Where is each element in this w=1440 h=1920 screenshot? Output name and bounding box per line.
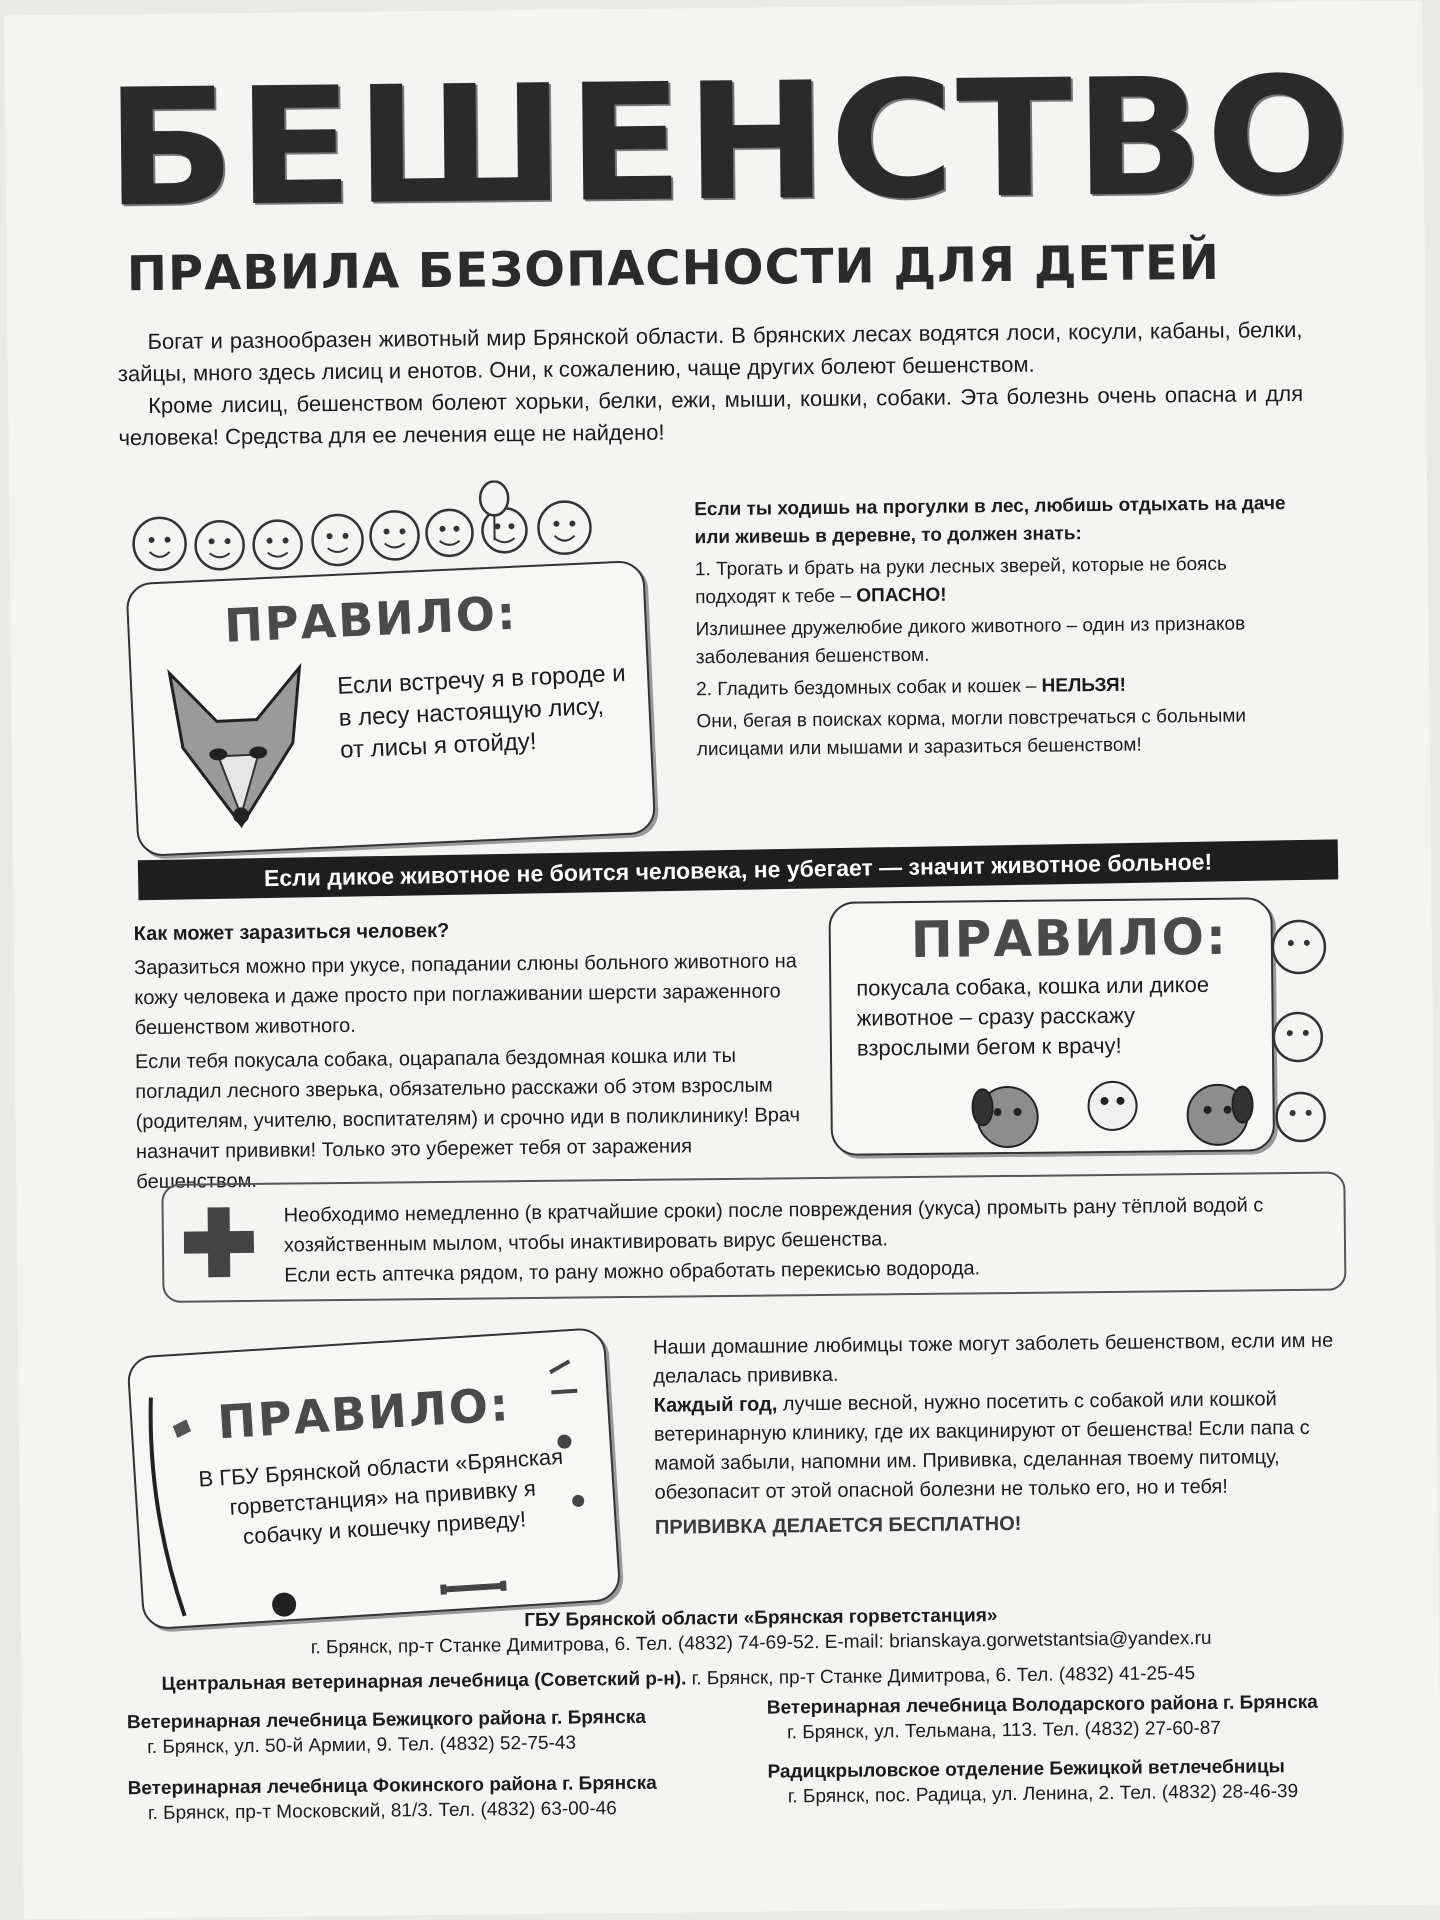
contact-bezhitsa-address: г. Брянск, ул. 50-й Армии, 9. Тел. (4832) 52-75-43 <box>147 1732 577 1759</box>
contact-fokino <box>128 1770 748 1826</box>
leaflet-subtitle: ПРАВИЛА БЕЗОПАСНОСТИ ДЛЯ ДЕТЕЙ <box>126 234 1221 303</box>
forest-item-2-text: 2. Гладить бездомных собак и кошек – <box>696 675 1037 701</box>
first-aid-text <box>283 1190 1324 1291</box>
contact-main-address: г. Брянск, пр-т Станке Димитрова, 6. Тел. (4832) 74-69-52. E-mail: brianskaya.gorwetstantsia@yandex.ru <box>310 1627 1212 1659</box>
rule-heading: ПРАВИЛО: <box>223 585 519 653</box>
pets-paragraph-2 <box>654 1384 1355 1507</box>
contact-bezhitsa <box>127 1704 747 1760</box>
rule-text: Если встречу я в городе и в лесу настоящую лису, от лисы я отойду! <box>336 659 627 764</box>
forest-item-1-emphasis: ОПАСНО! <box>856 584 947 607</box>
contact-bezhitsa-org: Ветеринарная лечебница Бежицкого района г. Брянска <box>126 1706 646 1734</box>
contact-volodarsky-org: Ветеринарная лечебница Володарского района г. Брянска <box>766 1691 1318 1719</box>
contact-main-org: ГБУ Брянской области «Брянская горветстанция» <box>524 1605 998 1632</box>
rule-heading: ПРАВИЛО: <box>910 907 1229 970</box>
pets-paragraph-2-text: лучше весной, нужно посетить с собакой или кошкой ветеринарную клинику, где их вакцинируют от бешенства! Если папа с мамой забыли, напомни им. Прививка, сделанная твоему питомцу, обезопасит от этой опасной болезни не только его, но и тебя! <box>653 1388 1310 1504</box>
infection-info <box>134 912 817 1201</box>
intro-paragraph-2: Кроме лисиц, бешенством болеют хорьки, белки, ежи, мыши, кошки, собаки. Эта болезнь очень опасна и для человека! Средства для ее лечения еще не найдено! <box>118 380 1304 451</box>
rule-card-fox <box>125 560 656 857</box>
contact-raditsa <box>767 1753 1407 1810</box>
rule-heading: ПРАВИЛО: <box>215 1377 512 1450</box>
first-aid-line-1: Необходимо немедленно (в кратчайшие сроки) после повреждения (укуса) промыть рану тёплой водой с хозяйственным мылом, чтобы инактивировать вирус бешенства. <box>283 1194 1264 1257</box>
kids-side-illustration <box>1258 907 1341 1158</box>
forest-item-2-emphasis: НЕЛЬЗЯ! <box>1041 674 1127 697</box>
intro-paragraph-1: Богат и разнообразен животный мир Брянской области. В брянских лесах водятся лоси, косули, кабаны, белки, зайцы, много здесь лисиц и енотов. Они, к сожалению, чаще других болеют бешенством. <box>117 316 1303 387</box>
intro-text <box>117 314 1303 454</box>
pets-paragraph-1: Наши домашние любимцы тоже могут заболеть бешенством, если им не делалась прививка. <box>652 1329 1334 1388</box>
forest-item-1 <box>695 550 1296 612</box>
rule-text: покусала собака, кошка или дикое животное – сразу расскажу взрослыми бегом к врачу! <box>856 971 1210 1061</box>
first-aid-box <box>161 1171 1346 1302</box>
fox-icon <box>159 662 317 839</box>
pets-vaccination-info <box>653 1326 1355 1542</box>
contact-volodarsky-address: г. Брянск, ул. Тельмана, 113. Тел. (4832) 27-60-87 <box>786 1717 1221 1744</box>
forest-safety-info <box>694 490 1297 768</box>
contact-volodarsky <box>767 1689 1407 1746</box>
free-vaccination-note: ПРИВИВКА ДЕЛАЕТСЯ БЕСПЛАТНО! <box>654 1512 1022 1539</box>
infection-paragraph-1: Заразиться можно при укусе, попадании слюны больного животного на кожу человека и даже просто при поглаживании шерсти зараженного бешенством животного. <box>133 950 797 1040</box>
infection-heading: Как может заразиться человек? <box>133 919 450 946</box>
contact-central-address: г. Брянск, пр-т Станке Димитрова, 6. Тел. (4832) 41-25-45 <box>686 1663 1196 1690</box>
leaflet-title: БЕШЕНСТВО <box>104 42 1354 244</box>
rule-text: В ГБУ Брянской области «Брянская горветстанция» на прививку я собачку и кошечку приведу! <box>197 1443 564 1549</box>
contact-main <box>221 1600 1301 1661</box>
contact-central-org: Центральная ветеринарная лечебница (Советский р-н). <box>161 1668 687 1695</box>
contact-raditsa-org: Радицкрыловское отделение Бежицкой ветлечебницы <box>767 1756 1285 1783</box>
leaflet-page <box>4 1 1440 1920</box>
pets-emphasis: Каждый год, <box>653 1393 778 1417</box>
rule-card-vaccination <box>126 1327 621 1631</box>
first-aid-line-2: Если есть аптечка рядом, то рану можно обработать перекисью водорода. <box>284 1257 981 1287</box>
forest-item-1-note: Излишнее дружелюбие дикого животного – один из признаков заболевания бешенством. <box>695 613 1246 669</box>
rule-card-bite <box>828 897 1275 1156</box>
medical-cross-icon <box>184 1207 255 1278</box>
contact-fokino-org: Ветеринарная лечебница Фокинского района г. Брянска <box>127 1772 657 1800</box>
contact-raditsa-address: г. Брянск, пос. Радица, ул. Ленина, 2. Тел. (4832) 28-46-39 <box>787 1781 1299 1808</box>
dogs-illustration <box>962 1059 1263 1157</box>
forest-item-1-text: 1. Трогать и брать на руки лесных зверей, которые не боясь подходят к тебе – <box>694 553 1227 609</box>
infection-paragraph-2: Если тебя покусала собака, оцарапала бездомная кошка или ты погладил лесного зверька, обязательно расскажи об этом взрослым (родителям, учителю, воспитателям) и срочно иди в поликлинику! Врач назначит прививки! Только это убережет тебя от заражения бешенством. <box>134 1044 801 1194</box>
warning-banner: Если дикое животное не боится человека, не убегает — значит животное больное! <box>138 839 1339 900</box>
contact-fokino-address: г. Брянск, пр-т Московский, 81/3. Тел. (4832) 63-00-46 <box>147 1798 617 1825</box>
forest-intro: Если ты ходишь на прогулки в лес, любишь отдыхать на даче или живешь в деревне, то должен знать: <box>694 493 1286 549</box>
forest-item-2 <box>696 670 1296 704</box>
forest-item-2-note: Они, бегая в поисках корма, могли повстречаться с больными лисицами или мышами и заразиться бешенством! <box>696 705 1247 761</box>
